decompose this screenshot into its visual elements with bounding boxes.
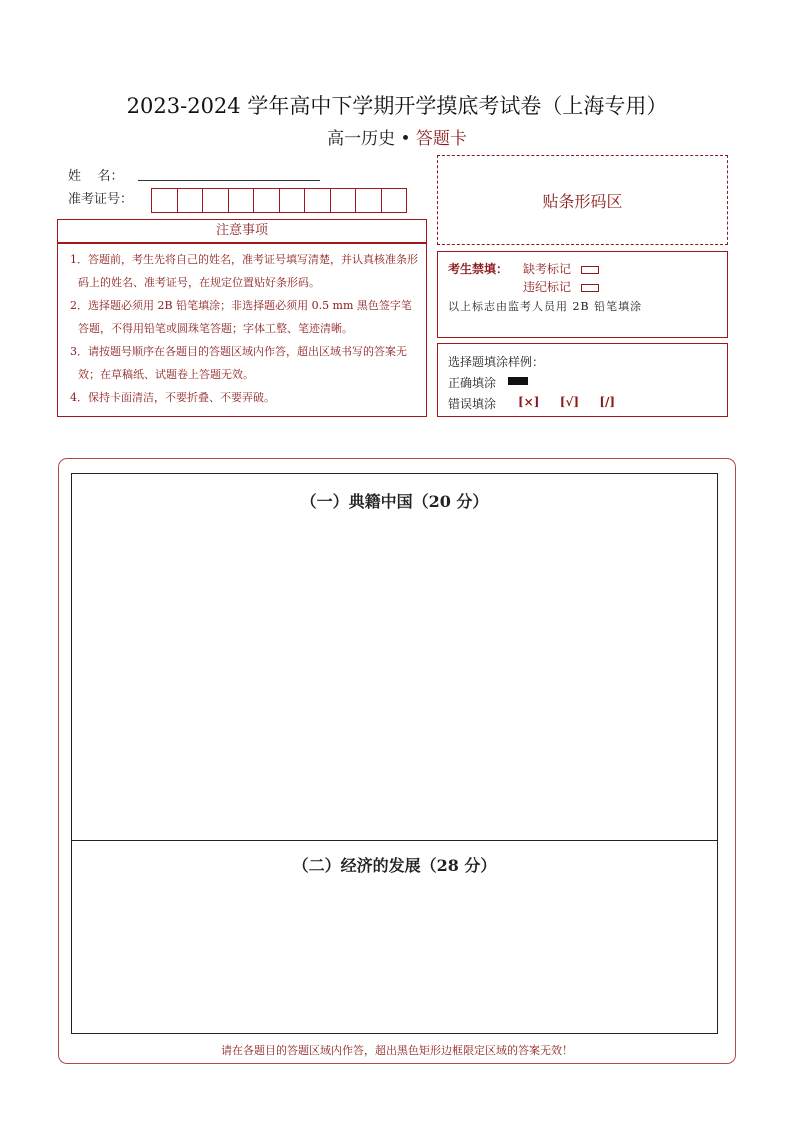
absent-mark-row — [523, 260, 599, 277]
fill-sample-box — [437, 343, 728, 417]
exam-id-digit-box[interactable] — [253, 188, 280, 213]
exam-id-digit-box[interactable] — [177, 188, 204, 213]
violation-mark-box[interactable] — [581, 284, 599, 292]
exam-id-digit-box[interactable] — [228, 188, 255, 213]
barcode-area-label: 贴条形码区 — [542, 191, 623, 211]
exam-id-digit-box[interactable] — [151, 188, 178, 213]
notice-item: 2．选择题必须用 2B 铅笔填涂；非选择题必须用 0.5 mm 黑色签字笔答题，不得用铅笔或圆珠笔答题；字体工整、笔迹清晰。 — [70, 299, 412, 335]
section-divider — [71, 840, 718, 841]
wrong-fill-marks: [×] [√] [/] — [518, 395, 616, 409]
notice-item: 4．保持卡面清洁，不要折叠、不要弄破。 — [70, 391, 275, 404]
name-input-line[interactable] — [138, 180, 320, 181]
exam-id-digit-box[interactable] — [202, 188, 229, 213]
exam-id-label: 准考证号： — [68, 192, 134, 207]
section-2-title: （二）经济的发展（28 分） — [292, 856, 497, 875]
restricted-note: 以上标志由监考人员用 2B 铅笔填涂 — [448, 300, 643, 313]
candidate-restricted-box — [437, 251, 728, 338]
subtitle-answer-card: 答题卡 — [415, 129, 467, 149]
exam-id-digit-box[interactable] — [330, 188, 357, 213]
footer-warning: 请在各题目的答题区域内作答，超出黑色矩形边框限定区域的答案无效！ — [221, 1044, 573, 1057]
barcode-area — [437, 155, 728, 245]
exam-id-boxes — [151, 188, 406, 213]
section-1-title: （一）典籍中国（20 分） — [300, 492, 489, 511]
correct-fill-mark — [508, 377, 528, 385]
violation-mark-row — [523, 278, 599, 295]
notice-list — [57, 243, 427, 417]
notice-item: 3．请按题号顺序在各题目的答题区域内作答，超出区域书写的答案无效；在草稿纸、试题卷上答题无效。 — [70, 345, 407, 381]
correct-fill-label: 正确填涂 — [448, 376, 497, 390]
name-label: 姓 名： — [68, 169, 124, 184]
exam-subtitle — [0, 124, 794, 149]
exam-id-digit-box[interactable] — [381, 188, 408, 213]
fill-sample-title: 选择题填涂样例： — [448, 355, 545, 369]
subtitle-subject: 高一历史 • — [327, 129, 411, 149]
restricted-title: 考生禁填： — [448, 262, 509, 276]
absent-mark-label: 缺考标记 — [523, 262, 572, 276]
exam-id-digit-box[interactable] — [279, 188, 306, 213]
notice-title: 注意事项 — [57, 219, 427, 243]
notice-item: 1．答题前，考生先将自己的姓名，准考证号填写清楚，并认真核准条形码上的姓名、准考证号，在规定位置贴好条形码。 — [70, 253, 418, 289]
exam-id-digit-box[interactable] — [355, 188, 382, 213]
exam-id-digit-box[interactable] — [304, 188, 331, 213]
exam-title: 2023-2024 学年高中下学期开学摸底考试卷（上海专用） — [126, 94, 668, 118]
violation-mark-label: 违纪标记 — [523, 280, 572, 294]
absent-mark-box[interactable] — [581, 266, 599, 274]
answer-area-box[interactable] — [71, 473, 718, 1034]
wrong-fill-label: 错误填涂 — [448, 397, 497, 411]
